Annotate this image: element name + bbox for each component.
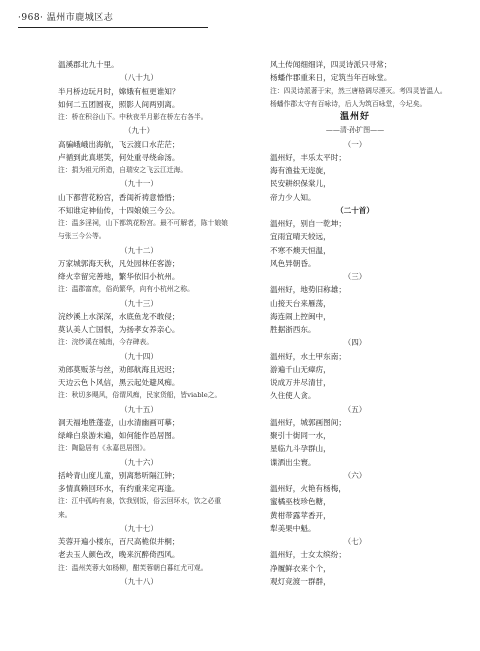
verse-line: 游遍千山无瘴疠， bbox=[270, 364, 331, 374]
poem-number: （九十一） bbox=[120, 179, 158, 189]
annotation: 注：温多淫祠，山下都筑花粉宫。最不可解者，陈十娘娘与张三今公等。 bbox=[58, 219, 228, 241]
verse-line: 浣纱溪上水深深，水底鱼龙不敢侵； bbox=[58, 311, 180, 321]
verse-line: 风色异朝昏。 bbox=[270, 258, 316, 268]
verse-line: 卢循到此真堪笑，何处重寻绕命汤。 bbox=[58, 152, 180, 162]
annotation: 注：秋切多飓风，俗谓风痴，民家货船，皆viable之。 bbox=[58, 391, 222, 400]
poem-number: （六） bbox=[343, 470, 367, 480]
verse-line: 多情真赖回环水，有约重来定再逢。 bbox=[58, 484, 180, 493]
verse-line: 绿峰白泉游未遍，如何能作邑居图。 bbox=[58, 431, 180, 440]
right-column bbox=[262, 58, 448, 588]
verse-line: 净履鲜衣来个个， bbox=[270, 563, 331, 573]
poem-number: （九十五） bbox=[120, 404, 158, 414]
verse-line: 天边云色卜风信，黑云起处避风痴。 bbox=[58, 378, 180, 387]
poem-number: （八十九） bbox=[120, 73, 158, 83]
verse-line: 黄柑带露苹香开， bbox=[270, 510, 331, 520]
verse-line: 洞天福地胜蓬壶，山水清幽画可摹； bbox=[58, 417, 180, 427]
verse-line: 山接天台来雁荡， bbox=[270, 298, 331, 308]
annotation: 注：温州芙蓉大如杨柳，酣芙蓉朝白暮红尤可观。 bbox=[58, 563, 208, 572]
verse-line: 半月桥边玩月时，嫦娥有桓更谁知？ bbox=[58, 86, 180, 96]
verse-line: 不寒不燠天恒温， bbox=[270, 245, 331, 255]
verse-line: 莫认美人亡国恨，为扬孝女养亲心。 bbox=[58, 325, 180, 334]
poem-number: （四） bbox=[343, 338, 367, 348]
verse-line: 温州好，水土甲东南； bbox=[270, 351, 346, 361]
verse-line: 久住使人贪。 bbox=[270, 391, 316, 401]
verse-line: 山下都营花粉宫，香闺祈祷意惛惛； bbox=[58, 192, 180, 202]
poem-number: （三） bbox=[343, 272, 367, 281]
verse-line: 聚引十街同一水， bbox=[270, 431, 331, 440]
verse-line: 温州好，城郭画图间； bbox=[270, 417, 346, 427]
poem-number: （五） bbox=[343, 404, 367, 414]
poem-number: （九十二） bbox=[120, 245, 158, 255]
poem-number: （一） bbox=[343, 139, 367, 149]
verse-line: 民安耕织保棠儿， bbox=[270, 179, 331, 189]
verse-line: 括岭青山度儿童，别离愁听隔江钟； bbox=[58, 470, 180, 480]
poem-number: （二十首） bbox=[336, 205, 374, 215]
verse-line: 海有渔盐无迩旋， bbox=[270, 166, 331, 175]
verse-line: 高骗峨峨出海航，飞云渡口水茫茫； bbox=[58, 139, 180, 149]
verse-line: 蜜橘巫枝珍色糖， bbox=[270, 497, 331, 507]
poem-number: （九十八） bbox=[120, 576, 158, 586]
annotation: 注：浣纱溪在城南，今存碑表。 bbox=[58, 338, 154, 347]
poem-number: （九十四） bbox=[120, 351, 158, 361]
verse-line: 万家城郭海天秋，凡处园林任客游； bbox=[58, 258, 180, 268]
left-column bbox=[50, 58, 228, 588]
verse-line: 说成万井尽清甘， bbox=[270, 378, 331, 387]
poem-number: （七） bbox=[343, 537, 367, 546]
verse-line: 如何二五团圆夜，照影人间两别离。 bbox=[58, 99, 180, 109]
annotation: 注：温郡富庶，俗尚繁华，向有小杭州之称。 bbox=[58, 285, 194, 294]
verse-line: 风土传闻细细详，四灵诗派只寻常； bbox=[270, 60, 392, 69]
verse-line: 老去玉人颜色改，晚来沉醉倚西风。 bbox=[58, 550, 180, 560]
verse-line: 杨蟠作郡重来日，定筑当年百咏堂。 bbox=[270, 73, 392, 83]
verse-line: 犁美果中魁。 bbox=[270, 523, 316, 533]
verse-line: 宜雨宜晴天较远， bbox=[270, 232, 331, 242]
annotation: 注：捐为祖元所造，自瑞安之飞云江迁海。 bbox=[58, 166, 188, 174]
annotation: 注：桥在积谷山下。中秋夜半月影在桥左右各半。 bbox=[58, 113, 208, 121]
verse-line: 海连闹上控闽中， bbox=[270, 311, 331, 321]
running-header: ·968· 温州市鹿城区志 bbox=[18, 10, 208, 28]
author-line: ——清·孙扩图—— bbox=[325, 126, 385, 135]
poem-number: （九十三） bbox=[120, 298, 158, 308]
verse-line: 绛火幸留完善地，繁华依旧小杭州。 bbox=[58, 272, 180, 281]
verse-line: 不知谁定神仙传，十四娘娘三今公。 bbox=[58, 205, 180, 215]
verse-line: 劝郎莫贩茶与丝，劝郎航海且迟迟； bbox=[58, 364, 180, 374]
annotation: 注：四灵诗派著于宋，然三唐格调尽湮灭。考四灵皆温人。杨蟠作郡太守有百咏诗，后人为筑百咏堂，今圮矣。 bbox=[270, 86, 447, 108]
section-title: 温州好 bbox=[339, 112, 370, 122]
annotation: 注：江中孤屿有泉，饮我别饭，俗云回环水，饮之必重来。 bbox=[58, 497, 222, 519]
poem-number: （九十六） bbox=[120, 457, 158, 467]
verse-line: 帝力少人知。 bbox=[270, 192, 316, 202]
verse-line: 温溪郡北九十里。 bbox=[58, 60, 119, 69]
poem-number: （九十七） bbox=[120, 523, 158, 533]
annotation: 注：陶隐居有《永嘉邑居图》。 bbox=[58, 444, 150, 453]
verse-line: 温州好，火艳有杨梅， bbox=[270, 484, 346, 493]
verse-line: 星临九斗孕群山， bbox=[270, 444, 331, 454]
verse-line: 温州好，士女太缤纷； bbox=[270, 550, 346, 560]
verse-line: 观灯竞渡一群群， bbox=[270, 576, 331, 586]
verse-line: 胜据浙西东。 bbox=[270, 325, 316, 334]
verse-line: 温州好，地势旧称雄； bbox=[270, 285, 346, 295]
verse-line: 芙蓉开遍小楼东，百尺高桅似井桐； bbox=[58, 537, 180, 546]
verse-line: 温州好，丰乐太平时； bbox=[270, 152, 346, 162]
poem-number: （九十） bbox=[123, 126, 155, 136]
verse-line: 谍洒出尘寰。 bbox=[270, 457, 316, 467]
verse-line: 温州好，别自一乾坤； bbox=[270, 219, 346, 228]
